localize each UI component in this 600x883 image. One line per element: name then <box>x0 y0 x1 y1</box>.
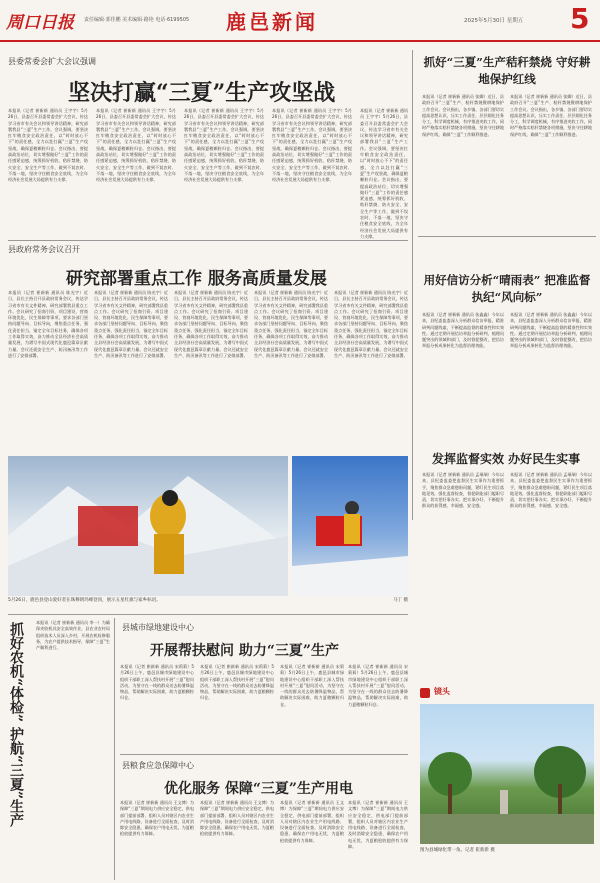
divider-a1 <box>8 240 408 241</box>
a8-headline: 优化服务 保障“三夏”生产用电 <box>164 781 353 797</box>
a1-body-col2: 本报讯（记者 崔新新 通讯员 王宇宇）5月26日，县委召开县委常委会扩大会议，传达学习省市有关会议和领导讲话精神，研究部署我县“三夏”生产工作。会议强调，要坚决扛牢粮食安全政治责任，以“时时放心不下”的责任感，全力以赴打赢“三夏”生产攻坚战，确保夏粮颗粒归仓。会议指出，要提高政治站位，切实增强做好“三夏”工作的责任感紧迫感，统筹抓好机收、秸秆禁烧、防火安全、安全生产等工作，做到不误农时、不落一地，坚决守住粮食安全底线，为全年经济社会发展大局提供有力支撑。 <box>96 108 176 183</box>
a3-body: 本报讯（记者 崔新新 通讯员 陈光宇）近日，县长主持召开县政府常务会议，传达学习省市有关文件精神，研究部署我县重点工作。会议研究了招商引资、项目建设、营商环境优化、民生保障等事项，要求各部门坚持问题导向、目标导向，聚焦重点任务，强化责任担当，锚定全年目标任务，确保各项工作取得实效，奋力推动全县经济社会高质量发展，为谱写中国式现代化鹿邑篇章贡献力量。会议还就安全生产、防汛备汛等工作进行了安排部署。 <box>8 290 88 358</box>
a1-body: 本报讯（记者 崔新新 通讯员 王宇宇）5月26日，县委召开县委常委会扩大会议，传达学习省市有关会议和领导讲话精神，研究部署我县“三夏”生产工作。会议强调，要坚决扛牢粮食安全政治责任，以“时时放心不下”的责任感，全力以赴打赢“三夏”生产攻坚战，确保夏粮颗粒归仓。会议指出，要提高政治站位，切实增强做好“三夏”工作的责任感紧迫感，统筹抓好机收、秸秆禁烧、防火安全、安全生产等工作，做到不误农时、不落一地，坚决守住粮食安全底线，为全年经济社会发展大局提供有力支撑。 <box>8 108 88 183</box>
divider-a7 <box>120 754 408 755</box>
a4-body-col2: 本报讯（记者 崔新新 通讯员 张鑫鑫）今年以来，县纪委监委深入分析群众信访举报，精准研判问题线索，不断提高监督的精准性和实效性。通过定期开展信访举报分析研判，梳理问题突出的领域和部门，及时督促整改，把信访举报分析成果转化为监督治理效能。 <box>510 312 592 349</box>
a3-body-col2: 本报讯（记者 崔新新 通讯员 陈光宇）近日，县长主持召开县政府常务会议，传达学习省市有关文件精神，研究部署我县重点工作。会议研究了招商引资、项目建设、营商环境优化、民生保障等事项，要求各部门坚持问题导向、目标导向，聚焦重点任务，强化责任担当，锚定全年目标任务，确保各项工作取得实效，奋力推动全县经济社会高质量发展，为谱写中国式现代化鹿邑篇章贡献力量。会议还就安全生产、防汛备汛等工作进行了安排部署。 <box>94 290 168 358</box>
a6-headline-text: 抓好农机“体检” 护航“三夏”生产 <box>8 622 24 828</box>
photo-climber <box>8 456 288 596</box>
masthead-rule <box>0 40 600 42</box>
a8-body: 本报讯（记者 崔新新 通讯员 王文博）为保障“三夏”期间电力供应安全稳定，供电部门提前部署，组织人员对辖区内农业生产用电线路、设备进行全面检查，及时消除安全隐患，确保农户用电无忧，为夏粮抢收提供有力保障。 <box>120 800 194 837</box>
a4-body: 本报讯（记者 崔新新 通讯员 张鑫鑫）今年以来，县纪委监委深入分析群众信访举报，精准研判问题线索，不断提高监督的精准性和实效性。通过定期开展信访举报分析研判，梳理问题突出的领域和部门，及时督促整改，把信访举报分析成果转化为监督治理效能。 <box>422 312 504 349</box>
issue-date: 2025年5月30日 星期五 <box>464 18 524 24</box>
a3-body-col4: 本报讯（记者 崔新新 通讯员 陈光宇）近日，县长主持召开县政府常务会议，传达学习省市有关文件精神，研究部署我县重点工作。会议研究了招商引资、项目建设、营商环境优化、民生保障等事项，要求各部门坚持问题导向、目标导向，聚焦重点任务，强化责任担当，锚定全年目标任务，确保各项工作取得实效，奋力推动全县经济社会高质量发展，为谱写中国式现代化鹿邑篇章贡献力量。会议还就安全生产、防汛备汛等工作进行了安排部署。 <box>254 290 328 358</box>
a5-body-col2: 本报讯（记者 崔新新 通讯员 孟瑞瑞）今年以来，县纪委监委把监督民生实事作为重要抓手，聚焦群众急难愁盼问题，紧盯民生项目落地见效，强化监督检查，督促职能部门履职尽责，切实把好事办实、把实事办好，不断提升群众的获得感、幸福感、安全感。 <box>510 472 592 509</box>
page-number: 5 <box>570 2 590 35</box>
masthead-info: 责任编辑·郭佳鹏 美术编辑·路艳 电话·6199505 <box>84 17 190 23</box>
teaser-label <box>420 686 480 700</box>
a5-body: 本报讯（记者 崔新新 通讯员 孟瑞瑞）今年以来，县纪委监委把监督民生实事作为重要抓手，聚焦群众急难愁盼问题，紧盯民生项目落地见效，强化监督检查，督促职能部门履职尽责，切实把好事办实、把实事办好，不断提升群众的获得感、幸福感、安全感。 <box>422 472 504 509</box>
a6-body: 本报讯（记者 崔新新 通讯员 李一）为确保麦收机具安全高效作业，县农业农村局组织技术人员深入乡村，开展农机检修服务，为农户提供技术指导，保障“三夏”生产顺利进行。 <box>36 620 110 651</box>
a1-body-col3: 本报讯（记者 崔新新 通讯员 王宇宇）5月26日，县委召开县委常委会扩大会议，传达学习省市有关会议和领导讲话精神，研究部署我县“三夏”生产工作。会议强调，要坚决扛牢粮食安全政治责任，以“时时放心不下”的责任感，全力以赴打赢“三夏”生产攻坚战，确保夏粮颗粒归仓。会议指出，要提高政治站位，切实增强做好“三夏”工作的责任感紧迫感，统筹抓好机收、秸秆禁烧、防火安全、安全生产等工作，做到不误农时、不落一地，坚决守住粮食安全底线，为全年经济社会发展大局提供有力支撑。 <box>184 108 264 183</box>
column-divider-bottom <box>114 618 115 880</box>
a3-kicker: 县政府常务会议召开 <box>8 245 80 254</box>
camera-icon <box>420 688 430 698</box>
a2-headline-1 <box>422 54 592 88</box>
a7-body-col4: 本报讯（记者 崔新新 通讯员 宋莉莉）5月26日上午，鹿邑县城市绿地建设中心组织干部职工深入帮扶村开展“三夏”慰问活动，为坚守在一线的群众送去防暑降温物品，帮助解决实际困难，助力夏粮颗粒归仓。 <box>348 664 408 707</box>
a2-body: 本报讯（记者 崔新新 通讯员 张卿）近日，县政府召开“三夏”生产、秸秆禁烧暨耕地保护工作会议。会议指出，各乡镇、各部门要切实提高思想认识，压实工作责任，层层细化任务分工，科学调度机械，有序推进麦收工作，同时严格落实秸秆禁烧各项措施，坚决守住耕地保护红线，确保“三夏”工作顺利推进。 <box>422 94 504 137</box>
divider-bottom <box>8 614 408 615</box>
teaser-caption: 图为县城绿化带一角。记者 崔新新 摄 <box>420 848 495 853</box>
climber-illustration <box>8 456 288 596</box>
a1-body-col5: 本报讯（记者 崔新新 通讯员 王宇宇）5月26日，县委召开县委常委会扩大会议，传达学习省市有关会议和领导讲话精神，研究部署我县“三夏”生产工作。会议强调，要坚决扛牢粮食安全政治责任，以“时时放心不下”的责任感，全力以赴打赢“三夏”生产攻坚战，确保夏粮颗粒归仓。会议指出，要提高政治站位，切实增强做好“三夏”工作的责任感紧迫感，统筹抓好机收、秸秆禁烧、防火安全、安全生产等工作，做到不误农时、不落一地，坚决守住粮食安全底线，为全年经济社会发展大局提供有力支撑。 <box>360 108 408 239</box>
a5-headline: 发挥监督实效 办好民生实事 <box>432 452 581 466</box>
a4-headline <box>420 272 594 306</box>
divider-a2 <box>418 236 596 237</box>
newspaper-logo: 周口日报 <box>6 13 74 33</box>
photo-caption-text: 5月26日，鹿邑县登山爱好者在珠穆朗玛峰登顶，展示五星红旗与家乡标语。 <box>8 598 161 603</box>
photo-park <box>420 704 594 844</box>
a1-body-col4: 本报讯（记者 崔新新 通讯员 王宇宇）5月26日，县委召开县委常委会扩大会议，传达学习省市有关会议和领导讲话精神，研究部署我县“三夏”生产工作。会议强调，要坚决扛牢粮食安全政治责任，以“时时放心不下”的责任感，全力以赴打赢“三夏”生产攻坚战，确保夏粮颗粒归仓。会议指出，要提高政治站位，切实增强做好“三夏”工作的责任感紧迫感，统筹抓好机收、秸秆禁烧、防火安全、安全生产等工作，做到不误农时、不落一地，坚决守住粮食安全底线，为全年经济社会发展大局提供有力支撑。 <box>272 108 352 183</box>
a7-headline: 开展帮扶慰问 助力“三夏”生产 <box>150 643 339 659</box>
a8-body-col2: 本报讯（记者 崔新新 通讯员 王文博）为保障“三夏”期间电力供应安全稳定，供电部门提前部署，组织人员对辖区内农业生产用电线路、设备进行全面检查，及时消除安全隐患，确保农户用电无忧，为夏粮抢收提供有力保障。 <box>200 800 274 837</box>
a4-headline-text: 用好信访分析“晴雨表” 把准监督执纪“风向标” <box>423 273 591 304</box>
section-title: 鹿邑新闻 <box>226 10 318 34</box>
a7-body-col3: 本报讯（记者 崔新新 通讯员 宋莉莉）5月26日上午，鹿邑县城市绿地建设中心组织干部职工深入帮扶村开展“三夏”慰问活动，为坚守在一线的群众送去防暑降温物品，帮助解决实际困难，助力夏粮颗粒归仓。 <box>280 664 344 707</box>
flag-illustration <box>292 456 408 596</box>
teaser-label-text: 镜头 <box>434 687 450 696</box>
column-divider-top <box>412 50 413 520</box>
a1-kicker: 县委常委会扩大会议强调 <box>8 57 96 66</box>
a8-kicker: 县粮食应急保障中心 <box>122 761 194 770</box>
a3-body-col3: 本报讯（记者 崔新新 通讯员 陈光宇）近日，县长主持召开县政府常务会议，传达学习省市有关文件精神，研究部署我县重点工作。会议研究了招商引资、项目建设、营商环境优化、民生保障等事项，要求各部门坚持问题导向、目标导向，聚焦重点任务，强化责任担当，锚定全年目标任务，确保各项工作取得实效，奋力推动全县经济社会高质量发展，为谱写中国式现代化鹿邑篇章贡献力量。会议还就安全生产、防汛备汛等工作进行了安排部署。 <box>174 290 248 358</box>
a1-headline: 坚决打赢“三夏”生产攻坚战 <box>68 80 336 106</box>
photo-credit: 马丁 摄 <box>393 598 408 603</box>
a3-headline: 研究部署重点工作 服务高质量发展 <box>66 269 327 289</box>
a7-body: 本报讯（记者 崔新新 通讯员 宋莉莉）5月26日上午，鹿邑县城市绿地建设中心组织干部职工深入帮扶村开展“三夏”慰问活动，为坚守在一线的群众送去防暑降温物品，帮助解决实际困难，助力夏粮颗粒归仓。 <box>120 664 194 701</box>
a2-headline: 抓好“三夏”生产秸秆禁烧 守好耕地保护红线 <box>423 55 591 86</box>
photo-caption <box>8 598 408 612</box>
a8-body-col4: 本报讯（记者 崔新新 通讯员 王文博）为保障“三夏”期间电力供应安全稳定，供电部门提前部署，组织人员对辖区内农业生产用电线路、设备进行全面检查，及时消除安全隐患，确保农户用电无忧，为夏粮抢收提供有力保障。 <box>348 800 408 850</box>
a7-kicker: 县城市绿地建设中心 <box>122 623 194 632</box>
a2-body-col2: 本报讯（记者 崔新新 通讯员 张卿）近日，县政府召开“三夏”生产、秸秆禁烧暨耕地保护工作会议。会议指出，各乡镇、各部门要切实提高思想认识，压实工作责任，层层细化任务分工，科学调度机械，有序推进麦收工作，同时严格落实秸秆禁烧各项措施，坚决守住耕地保护红线，确保“三夏”工作顺利推进。 <box>510 94 592 137</box>
park-illustration <box>420 704 594 844</box>
a7-body-col2: 本报讯（记者 崔新新 通讯员 宋莉莉）5月26日上午，鹿邑县城市绿地建设中心组织干部职工深入帮扶村开展“三夏”慰问活动，为坚守在一线的群众送去防暑降温物品，帮助解决实际困难，助力夏粮颗粒归仓。 <box>200 664 274 701</box>
a3-body-col5: 本报讯（记者 崔新新 通讯员 陈光宇）近日，县长主持召开县政府常务会议，传达学习省市有关文件精神，研究部署我县重点工作。会议研究了招商引资、项目建设、营商环境优化、民生保障等事项，要求各部门坚持问题导向、目标导向，聚焦重点任务，强化责任担当，锚定全年目标任务，确保各项工作取得实效，奋力推动全县经济社会高质量发展，为谱写中国式现代化鹿邑篇章贡献力量。会议还就安全生产、防汛备汛等工作进行了安排部署。 <box>334 290 408 358</box>
a6-headline <box>8 622 28 831</box>
masthead <box>0 0 600 44</box>
photo-flag <box>292 456 408 596</box>
a8-body-col3: 本报讯（记者 崔新新 通讯员 王文博）为保障“三夏”期间电力供应安全稳定，供电部门提前部署，组织人员对辖区内农业生产用电线路、设备进行全面检查，及时消除安全隐患，确保农户用电无忧，为夏粮抢收提供有力保障。 <box>280 800 344 843</box>
